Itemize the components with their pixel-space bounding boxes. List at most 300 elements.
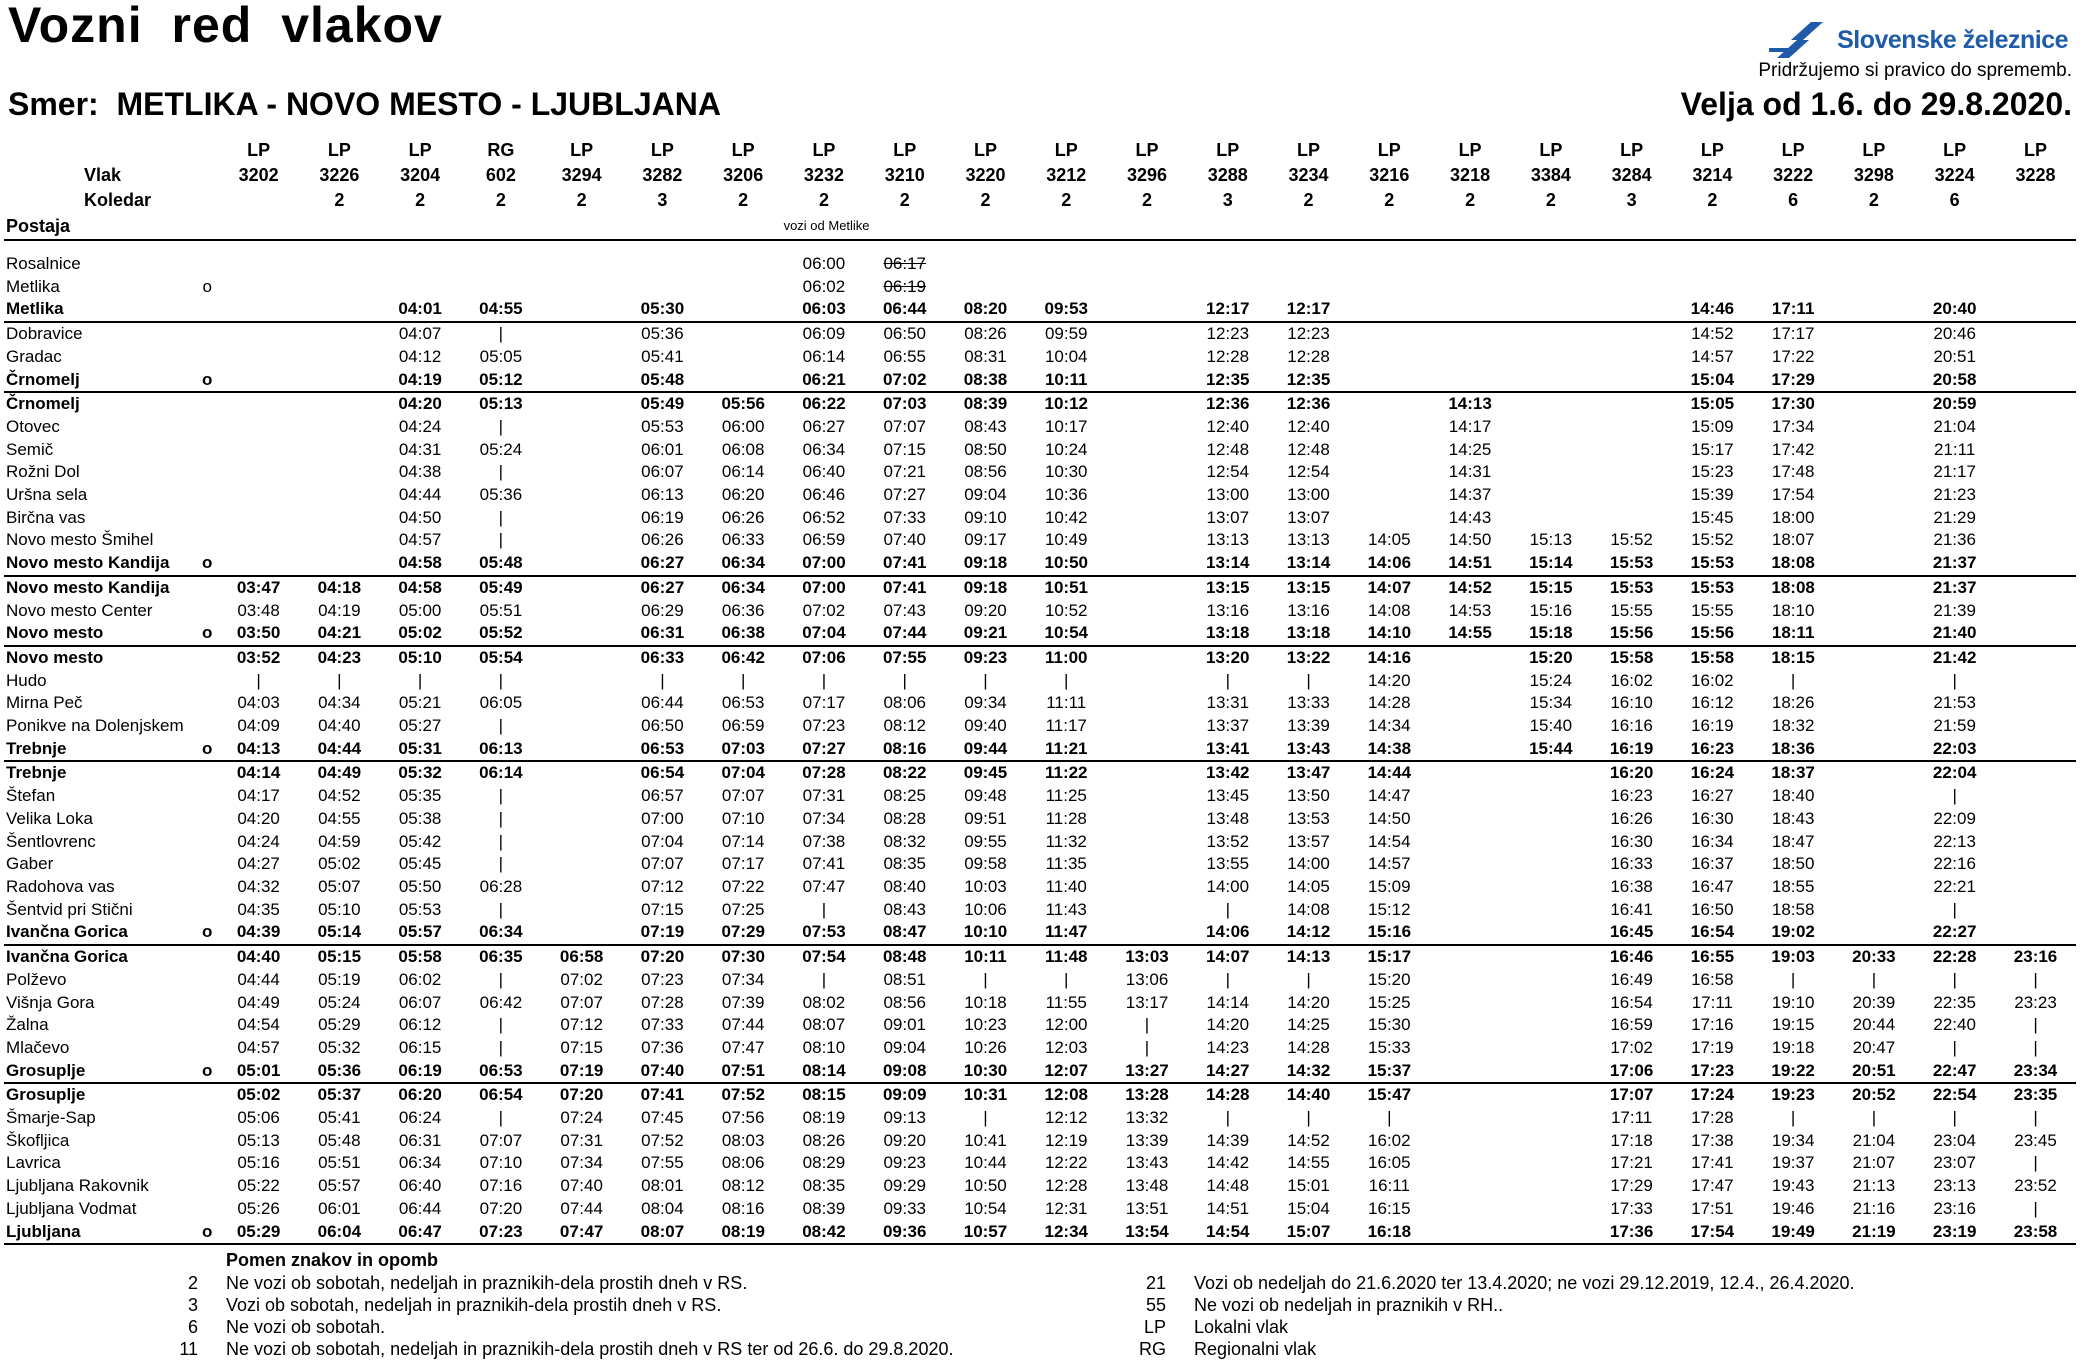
time-cell: 05:30: [640, 299, 685, 319]
arrival-marker: [196, 761, 218, 785]
time-cell: [1430, 1037, 1511, 1060]
time-cell: 13:07: [1287, 507, 1330, 527]
time-cell: [1995, 899, 2076, 922]
station-name: Rosalnice: [6, 254, 81, 273]
time-cell: [1834, 253, 1915, 276]
time-cell: 06:20: [380, 1083, 461, 1107]
time-cell: 06:38: [721, 623, 765, 643]
time-cell: 06:03: [802, 299, 846, 319]
train-calendar: 2: [495, 190, 506, 210]
train-calendar: [218, 188, 299, 213]
time-cell: [1834, 921, 1915, 945]
time-cell: [1349, 392, 1430, 416]
time-cell: 13:39: [1287, 716, 1330, 736]
time-cell: 07:15: [883, 439, 926, 459]
arrival-marker: o: [196, 1221, 218, 1245]
time-cell: 08:28: [883, 808, 926, 828]
time-cell: [541, 322, 622, 346]
time-cell: [1510, 785, 1591, 808]
time-cell: 08:06: [883, 693, 926, 713]
time-cell: 08:39: [945, 392, 1026, 416]
train-number: 3226: [319, 165, 360, 185]
time-cell: [541, 253, 622, 276]
station-name: Novo mesto Šmihel: [6, 530, 154, 550]
time-cell: 05:57: [398, 922, 442, 942]
time-cell: [218, 392, 299, 416]
time-cell: |: [2033, 969, 2038, 989]
time-cell: |: [1790, 1108, 1796, 1128]
train-number: 3234: [1288, 165, 1329, 185]
station-name: Ivančna Gorica: [4, 945, 196, 969]
time-cell: [1349, 507, 1430, 530]
arrival-marker: [196, 600, 218, 623]
time-cell: 05:45: [398, 854, 442, 874]
time-cell: 07:30: [703, 945, 784, 969]
train-number: 3232: [803, 165, 844, 185]
time-cell: |: [498, 808, 504, 828]
arrival-marker: [196, 853, 218, 876]
time-cell: 06:44: [398, 1198, 442, 1218]
time-cell: 05:51: [479, 600, 523, 620]
time-cell: 03:48: [237, 600, 280, 620]
time-cell: 04:07: [380, 322, 461, 346]
time-cell: |: [256, 670, 261, 690]
time-cell: 07:06: [784, 646, 865, 670]
time-cell: [541, 876, 622, 899]
time-cell: 07:39: [721, 992, 765, 1012]
time-cell: 19:15: [1771, 1015, 1815, 1035]
time-cell: 08:19: [802, 1108, 846, 1128]
time-cell: 13:06: [1125, 969, 1169, 989]
time-cell: 10:42: [1044, 507, 1088, 527]
time-cell: 11:25: [1045, 786, 1087, 806]
time-cell: 15:20: [1368, 969, 1411, 989]
table-row: [4, 622, 2076, 646]
time-cell: 20:52: [1834, 1083, 1915, 1107]
time-cell: 06:52: [802, 507, 846, 527]
time-cell: 18:10: [1771, 600, 1815, 620]
time-cell: [1834, 552, 1915, 576]
train-calendar: 2: [980, 190, 991, 210]
time-cell: 23:13: [1933, 1176, 1976, 1196]
time-cell: 15:58: [1591, 646, 1672, 670]
legend-item-right: [1126, 1294, 1503, 1316]
time-cell: 07:03: [864, 392, 945, 416]
train-number: 3220: [965, 165, 1006, 185]
table-row: [4, 1107, 2076, 1130]
time-cell: [1187, 253, 1268, 276]
station-name: Mlačevo: [6, 1037, 70, 1057]
time-cell: 07:34: [802, 808, 846, 828]
time-cell: 05:16: [237, 1153, 280, 1173]
time-cell: 21:13: [1852, 1176, 1896, 1196]
train-type: LP: [1377, 140, 1401, 160]
time-cell: [299, 484, 380, 507]
time-cell: [1834, 461, 1915, 484]
time-cell: |: [1387, 1108, 1392, 1128]
time-cell: |: [337, 670, 342, 690]
time-cell: [1107, 853, 1188, 876]
arrival-marker: [196, 831, 218, 854]
time-cell: 10:11: [945, 945, 1026, 969]
time-cell: 14:32: [1286, 1060, 1331, 1080]
time-cell: 10:41: [964, 1130, 1007, 1150]
time-cell: [541, 831, 622, 854]
time-cell: 06:13: [641, 485, 684, 505]
time-cell: 13:20: [1187, 646, 1268, 670]
time-cell: [1834, 392, 1915, 416]
time-cell: 13:48: [1125, 1176, 1169, 1196]
time-cell: 17:54: [1672, 1221, 1753, 1245]
time-cell: 12:40: [1287, 416, 1330, 436]
cancelled-time: 06:19: [883, 276, 926, 296]
time-cell: 07:34: [721, 969, 765, 989]
arrival-marker: [196, 715, 218, 738]
time-cell: 06:26: [641, 530, 684, 550]
table-row: [4, 484, 2076, 507]
time-cell: [541, 276, 622, 299]
time-cell: [1995, 392, 2076, 416]
timetable: [4, 138, 2076, 1245]
time-cell: 13:51: [1125, 1198, 1169, 1218]
time-cell: 15:04: [1287, 1198, 1330, 1218]
time-cell: 15:14: [1529, 553, 1573, 573]
time-cell: 06:50: [641, 716, 684, 736]
time-cell: [1107, 785, 1188, 808]
time-cell: 13:33: [1287, 693, 1330, 713]
time-cell: 10:51: [1026, 576, 1107, 600]
time-cell: 15:09: [1368, 876, 1411, 896]
time-cell: [703, 369, 784, 393]
time-cell: [218, 416, 299, 439]
time-cell: 07:22: [721, 876, 765, 896]
time-cell: 14:07: [1349, 576, 1430, 600]
time-cell: 22:54: [1914, 1083, 1995, 1107]
arrival-marker: [196, 808, 218, 831]
time-cell: [1995, 715, 2076, 738]
arrival-marker: [196, 461, 218, 484]
time-cell: 13:15: [1187, 576, 1268, 600]
time-cell: 10:30: [1044, 462, 1088, 482]
time-cell: 14:07: [1187, 945, 1268, 969]
time-cell: 08:39: [802, 1198, 846, 1218]
time-cell: |: [1306, 670, 1311, 690]
time-cell: 14:52: [1430, 576, 1511, 600]
time-cell: 07:47: [721, 1037, 765, 1057]
time-cell: 17:34: [1771, 416, 1815, 436]
time-cell: 08:07: [802, 1015, 846, 1035]
time-cell: 09:01: [883, 1015, 926, 1035]
time-cell: 04:01: [398, 299, 442, 319]
train-calendar: 3: [1222, 190, 1233, 210]
spacer-row: [4, 240, 2076, 253]
header-row-type: [4, 138, 2076, 163]
time-cell: [1995, 253, 2076, 276]
time-cell: 09:48: [964, 786, 1007, 806]
time-cell: [299, 298, 380, 322]
train-calendar: 2: [334, 190, 345, 210]
arrival-marker: [196, 899, 218, 922]
time-cell: [1107, 439, 1188, 462]
time-cell: [218, 298, 299, 322]
time-cell: |: [1225, 670, 1230, 690]
time-cell: 06:44: [882, 299, 927, 319]
station-name: Ljubljana Vodmat: [6, 1198, 137, 1218]
station-name: Grosuplje: [4, 1083, 196, 1107]
time-cell: 06:21: [802, 369, 846, 389]
time-cell: 04:54: [237, 1015, 280, 1035]
time-cell: [1510, 346, 1591, 369]
time-cell: 13:00: [1206, 485, 1250, 505]
time-cell: 12:00: [1044, 1015, 1088, 1035]
time-cell: 16:10: [1610, 693, 1653, 713]
time-cell: 15:24: [1529, 670, 1573, 690]
time-cell: |: [1144, 1015, 1150, 1035]
time-cell: 06:09: [784, 322, 865, 346]
time-cell: 21:37: [1932, 553, 1977, 573]
legend-title: Pomen znakov in opomb: [226, 1250, 439, 1270]
station-name: Rožni Dol: [6, 462, 80, 482]
table-row: [4, 1060, 2076, 1084]
time-cell: [1349, 439, 1430, 462]
time-cell: 05:57: [318, 1176, 361, 1196]
header-blank: [1349, 213, 1430, 240]
time-cell: 05:31: [398, 738, 442, 758]
time-cell: 12:54: [1287, 462, 1330, 482]
table-row: [4, 276, 2076, 299]
time-cell: [1107, 692, 1188, 715]
time-cell: [1510, 1014, 1591, 1037]
table-row: [4, 1014, 2076, 1037]
time-cell: 07:23: [461, 1221, 542, 1245]
time-cell: 14:20: [1287, 992, 1330, 1012]
time-cell: [1430, 899, 1511, 922]
time-cell: 14:06: [1367, 553, 1412, 573]
time-cell: 07:52: [641, 1130, 684, 1150]
header-blank: [864, 213, 945, 240]
time-cell: 06:29: [641, 600, 684, 620]
time-cell: 15:52: [1691, 530, 1734, 550]
time-cell: 05:24: [479, 439, 523, 459]
time-cell: 14:54: [1368, 831, 1411, 851]
time-cell: |: [2033, 1153, 2038, 1173]
time-cell: 06:33: [622, 646, 703, 670]
train-number: 3284: [1611, 165, 1652, 185]
time-cell: 13:37: [1206, 716, 1250, 736]
time-cell: 05:29: [218, 1221, 299, 1245]
time-cell: [1107, 576, 1188, 600]
time-cell: [1510, 439, 1591, 462]
train-type: LP: [1054, 140, 1078, 160]
time-cell: [299, 253, 380, 276]
time-cell: 06:14: [461, 761, 542, 785]
time-cell: 17:29: [1610, 1176, 1653, 1196]
time-cell: 07:23: [641, 969, 684, 989]
legend-item-left: [158, 1272, 747, 1294]
header-row-cal: [4, 188, 2076, 213]
time-cell: [1510, 1221, 1591, 1245]
time-cell: 08:16: [882, 738, 927, 758]
arrival-marker: [196, 1107, 218, 1130]
time-cell: [1430, 761, 1511, 785]
time-cell: 07:55: [641, 1153, 684, 1173]
time-cell: 15:55: [1610, 600, 1653, 620]
time-cell: [299, 369, 380, 393]
time-cell: [1834, 439, 1915, 462]
table-row: [4, 392, 2076, 416]
time-cell: 09:04: [883, 1037, 926, 1057]
time-cell: [1430, 808, 1511, 831]
legend-item-left: [158, 1338, 953, 1360]
time-cell: 14:52: [1287, 1130, 1330, 1150]
time-cell: [1995, 346, 2076, 369]
time-cell: 16:20: [1591, 761, 1672, 785]
time-cell: [1430, 831, 1511, 854]
station-name: Črnomelj: [6, 369, 80, 389]
train-type: LP: [2024, 140, 2048, 160]
header-blank: [1026, 213, 1107, 240]
time-cell: [1430, 692, 1511, 715]
time-cell: 22:09: [1933, 808, 1976, 828]
time-cell: 04:23: [299, 646, 380, 670]
train-number: 3216: [1369, 165, 1410, 185]
time-cell: 06:58: [541, 945, 622, 969]
time-cell: [1834, 831, 1915, 854]
time-cell: [1107, 369, 1188, 393]
time-cell: 14:52: [1672, 322, 1753, 346]
legend-text: Regionalni vlak: [1194, 1339, 1317, 1359]
time-cell: [1510, 831, 1591, 854]
time-cell: [1995, 692, 2076, 715]
time-cell: 08:12: [883, 716, 926, 736]
time-cell: 09:13: [883, 1108, 926, 1128]
train-number: 602: [485, 165, 516, 185]
time-cell: 15:17: [1349, 945, 1430, 969]
time-cell: 18:15: [1753, 646, 1834, 670]
time-cell: 19:34: [1771, 1130, 1815, 1150]
time-cell: 17:22: [1771, 346, 1815, 366]
time-cell: 14:46: [1690, 299, 1735, 319]
time-cell: 12:19: [1044, 1130, 1088, 1150]
time-cell: 19:37: [1771, 1153, 1815, 1173]
time-cell: [1430, 1083, 1511, 1107]
time-cell: [541, 346, 622, 369]
time-cell: [1430, 298, 1511, 322]
time-cell: 08:42: [784, 1221, 865, 1245]
station-name: Birčna vas: [6, 507, 86, 527]
station-name: Ljubljana Rakovnik: [6, 1176, 149, 1196]
train-calendar: [1995, 188, 2076, 213]
time-cell: 17:19: [1691, 1037, 1734, 1057]
time-cell: [1995, 831, 2076, 854]
legend-item-right: [1126, 1316, 1288, 1338]
time-cell: 04:58: [398, 553, 442, 573]
time-cell: [1430, 992, 1511, 1015]
table-row: [4, 600, 2076, 623]
time-cell: 13:00: [1287, 485, 1330, 505]
time-cell: 16:23: [1690, 738, 1735, 758]
train-note: vozi od Metlike: [784, 213, 865, 240]
time-cell: |: [1952, 1108, 1957, 1128]
time-cell: 18:58: [1771, 899, 1815, 919]
time-cell: 08:22: [864, 761, 945, 785]
time-cell: |: [498, 530, 504, 550]
header-blank: [1672, 213, 1753, 240]
time-cell: [541, 899, 622, 922]
time-cell: 17:07: [1591, 1083, 1672, 1107]
train-number: 3384: [1530, 165, 1571, 185]
station-name: Črnomelj: [4, 392, 196, 416]
time-cell: 15:37: [1367, 1060, 1412, 1080]
time-cell: 07:33: [883, 507, 926, 527]
time-cell: 07:19: [640, 922, 685, 942]
arrival-marker: o: [202, 623, 213, 643]
time-cell: 20:59: [1914, 392, 1995, 416]
time-cell: [1510, 899, 1591, 922]
time-cell: [1510, 1037, 1591, 1060]
time-cell: [1995, 461, 2076, 484]
time-cell: 04:50: [398, 507, 442, 527]
time-cell: [218, 439, 299, 462]
station-name: Radohova vas: [6, 876, 115, 896]
time-cell: 05:41: [318, 1108, 361, 1128]
time-cell: 06:26: [721, 507, 765, 527]
time-cell: 08:35: [802, 1176, 846, 1196]
time-cell: [1834, 369, 1915, 393]
train-calendar: 2: [1707, 190, 1718, 210]
time-cell: 07:36: [641, 1037, 684, 1057]
table-row: [4, 992, 2076, 1015]
time-cell: 08:40: [883, 876, 926, 896]
time-cell: [1591, 416, 1672, 439]
time-cell: 07:53: [802, 922, 846, 942]
time-cell: [218, 461, 299, 484]
time-cell: 16:45: [1609, 922, 1654, 942]
time-cell: 06:31: [640, 623, 685, 643]
time-cell: 18:40: [1771, 786, 1815, 806]
time-cell: 23:23: [2014, 992, 2057, 1012]
time-cell: [541, 461, 622, 484]
time-cell: |: [461, 322, 542, 346]
table-row: [4, 507, 2076, 530]
time-cell: |: [740, 670, 746, 690]
time-cell: 11:00: [1026, 646, 1107, 670]
time-cell: [1510, 876, 1591, 899]
time-cell: [1834, 507, 1915, 530]
time-cell: 21:04: [1852, 1130, 1896, 1150]
time-cell: 06:01: [318, 1198, 361, 1218]
time-cell: 14:16: [1349, 646, 1430, 670]
time-cell: 06:15: [398, 1037, 442, 1057]
station-name: Polževo: [6, 969, 67, 989]
time-cell: 04:03: [237, 693, 280, 713]
time-cell: [1510, 853, 1591, 876]
time-cell: 22:35: [1933, 992, 1976, 1012]
time-cell: 17:51: [1691, 1198, 1734, 1218]
time-cell: 05:56: [703, 392, 784, 416]
time-cell: 09:18: [963, 553, 1008, 573]
time-cell: 11:47: [1044, 922, 1088, 942]
time-cell: 20:58: [1932, 369, 1977, 389]
time-cell: |: [1952, 786, 1957, 806]
time-cell: 14:51: [1448, 553, 1492, 573]
time-cell: [1107, 738, 1188, 762]
arrival-marker: [196, 670, 218, 693]
time-cell: [1107, 461, 1188, 484]
train-number: 3296: [1126, 165, 1168, 185]
time-cell: 09:34: [964, 693, 1007, 713]
time-cell: 06:28: [479, 876, 523, 896]
